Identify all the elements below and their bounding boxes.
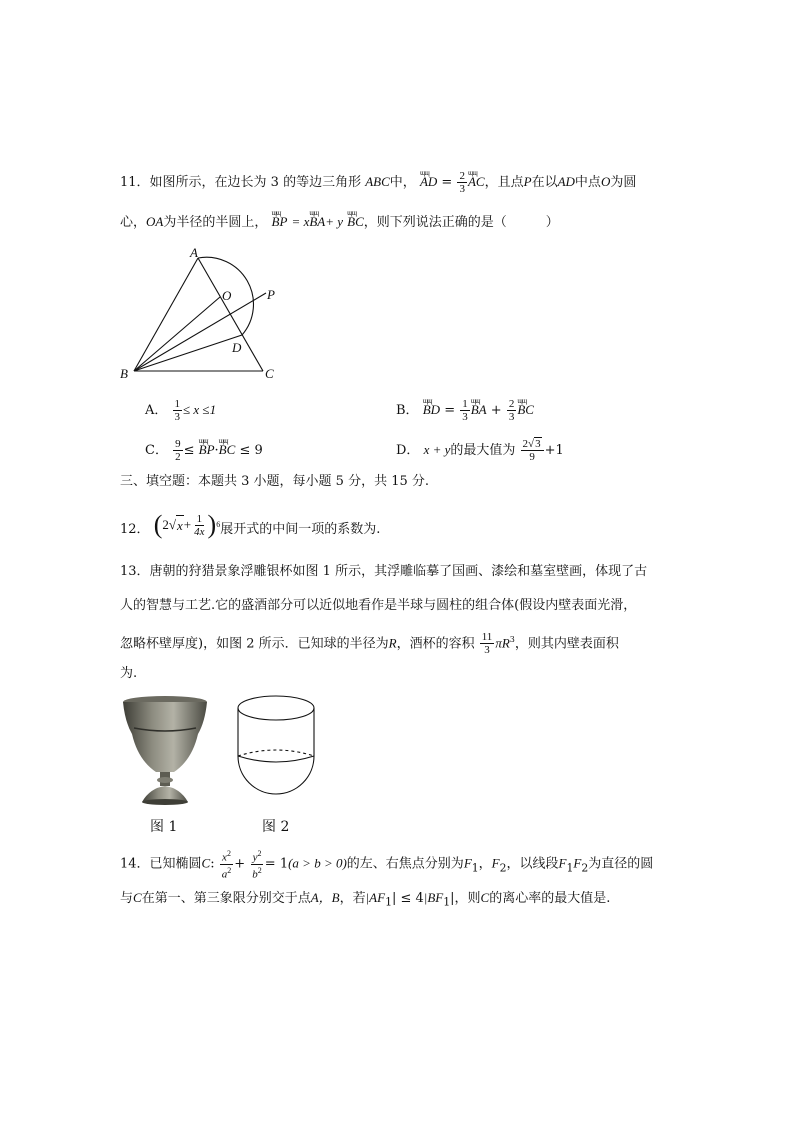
segment-BA xyxy=(134,258,198,371)
segment-BD xyxy=(134,335,242,371)
vector-BA: ɰɰ BA xyxy=(309,212,325,232)
label-D: D xyxy=(232,340,242,355)
q11-option-C[interactable]: C． $\frac{9}{2}$ ≤ ɰɰ BP·ɰɰ BC ≤ 9 xyxy=(145,438,263,463)
figure-1-caption: 图 1 xyxy=(150,819,178,835)
segment-BP xyxy=(134,293,266,371)
q14-line1: 14．已知椭圆C: $\frac{x^2}{a^2}$ + $\frac{y^2}{b^2}$ = 1(a > b > 0)的左、右焦点分别为$F_1$，$F_2$，以线段$F_1F_2$为直径的圆 xyxy=(120,849,654,881)
label-O: O xyxy=(222,288,232,303)
label-A: A xyxy=(190,245,198,260)
q11-option-B[interactable]: B． ɰɰ BD = $\frac{1}{3}$ ɰɰ BA + $\frac{2}{3}$ ɰɰ BC xyxy=(396,398,534,423)
q13-line3: 忽略杯壁厚度)，如图 2 所示．已知球的半径为R，酒杯的容积 $\frac{11}{3}$ $\pi R^3$，则其内壁表面积 xyxy=(120,631,619,657)
triangle-semicircle-figure xyxy=(110,245,300,385)
label-B: B xyxy=(120,366,128,381)
silver-cup-image xyxy=(120,694,210,806)
vector-BC: ɰɰ BC xyxy=(347,212,364,232)
q11-option-A[interactable]: A． $\frac{1}{3}$ ≤ x ≤1 xyxy=(145,398,217,423)
figure-2-caption: 图 2 xyxy=(262,819,290,835)
vector-AC: ɰɰ AC xyxy=(468,172,485,192)
label-P: P xyxy=(267,287,275,302)
fraction-two-thirds: $\frac{2}{3}$ xyxy=(459,170,465,195)
q13-line1: 13．唐朝的狩猎景象浮雕银杯如图 1 所示，其浮雕临摹了国画、漆绘和墓室壁画，体现了古 xyxy=(120,564,648,579)
q11-line1: 11．如图所示，在边长为 3 的等边三角形 ABC中， ɰɰ AD = $\frac{2}{3}$ ɰɰ AC，且点P在以AD中点O为圆 xyxy=(120,170,636,195)
q14-line2: 与C在第一、第三象限分别交于点A，B，若$|AF_1| \le 4|BF_1|$，则C的离心率的最大值是. xyxy=(120,890,611,909)
q12-line: 12． ( 2 √ x + $\frac{1}{4x}$ ) 6 展开式的中间一项的系数为. xyxy=(120,510,381,539)
q11-line2: 心，OA为半径的半圆上， ɰɰ BP = xɰɰ BA+ y ɰɰ BC，则下列说法正确的是（ ） xyxy=(120,212,559,233)
vector-AD: ɰɰ AD xyxy=(420,172,437,192)
cylinder-hemisphere-diagram xyxy=(234,694,318,806)
segment-BO xyxy=(134,297,220,371)
label-C: C xyxy=(265,366,274,381)
q11-option-D[interactable]: D． x + y的最大值为 $\frac{2√3}{9}$ +1 xyxy=(396,438,564,463)
q13-line2: 人的智慧与工艺.它的盛酒部分可以近似地看作是半球与圆柱的组合体(假设内壁表面光滑， xyxy=(120,598,637,613)
q11-number: 11． xyxy=(120,175,150,190)
q13-line4: 为. xyxy=(120,666,138,681)
vector-BP: ɰɰ BP xyxy=(272,212,288,232)
section-3-heading: 三、填空题：本题共 3 小题，每小题 5 分，共 15 分. xyxy=(120,474,430,489)
